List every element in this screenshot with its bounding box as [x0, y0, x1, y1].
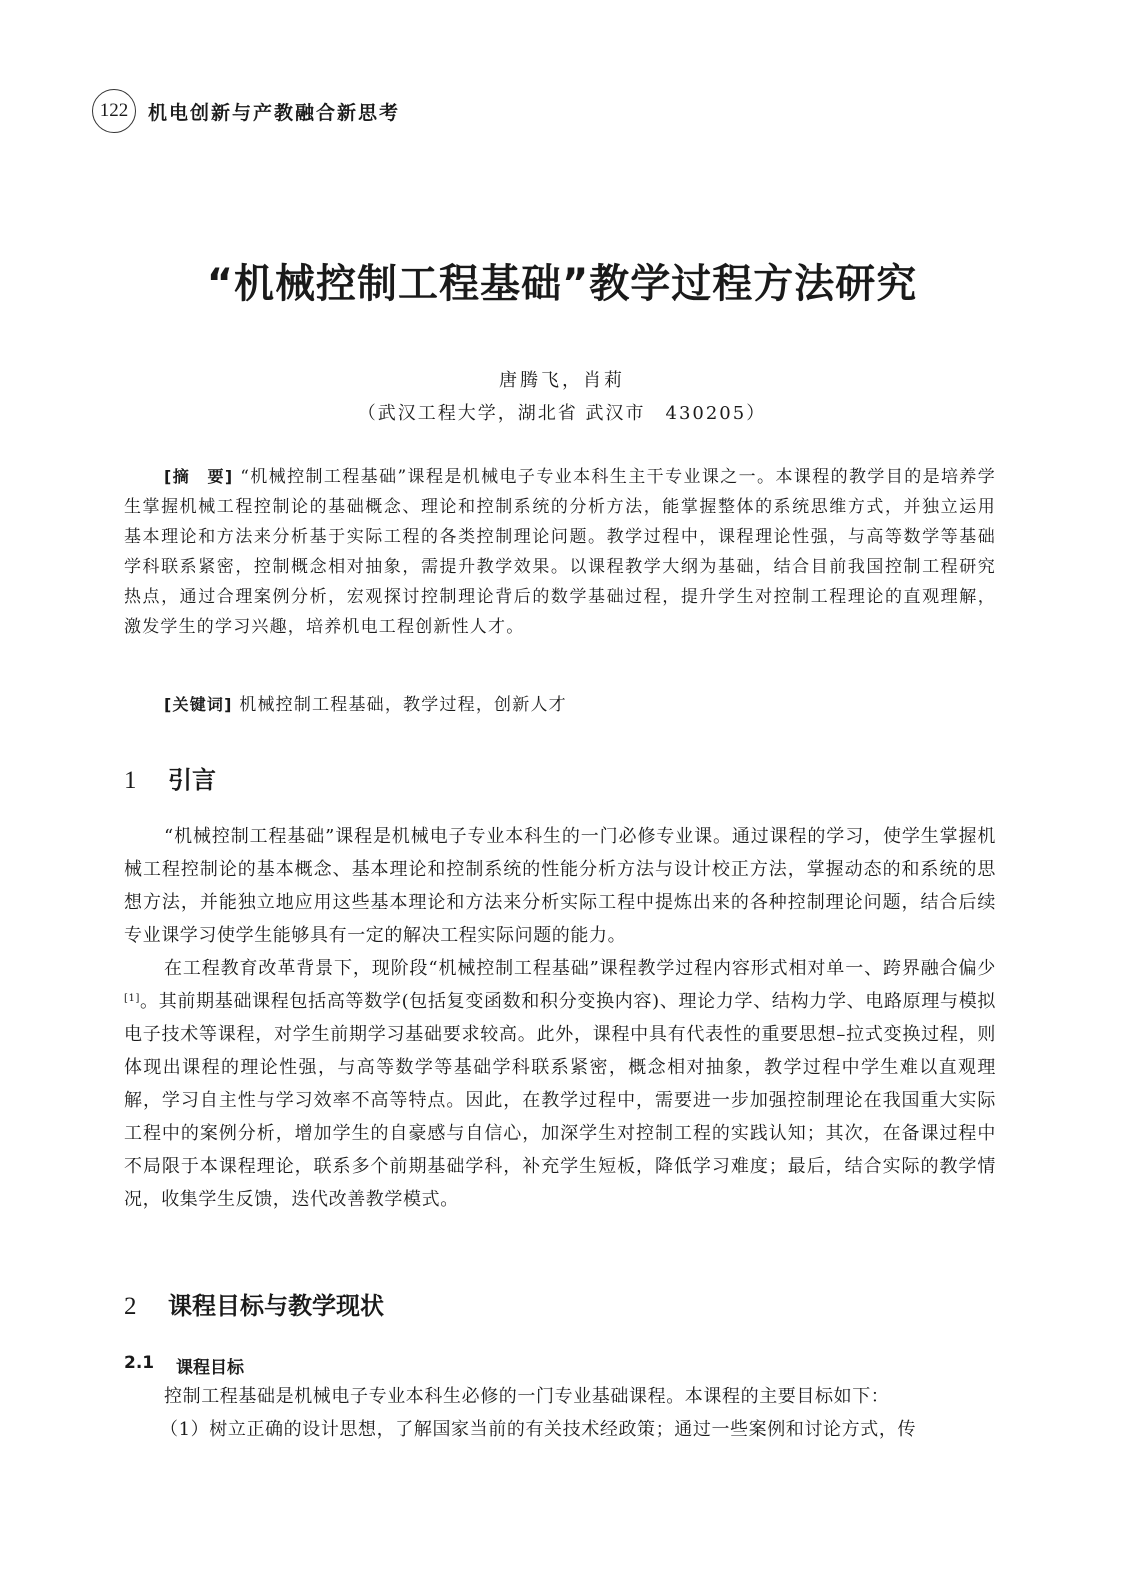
keywords-label: [关键词] [164, 695, 233, 714]
section-number: 1 [124, 767, 137, 794]
paragraph [124, 952, 996, 1216]
citation-ref: [1] [124, 993, 140, 1004]
authors: 唐腾飞，肖莉 [499, 370, 625, 391]
book-title: 机电创新与产教融合新思考 [148, 101, 401, 124]
abstract-label: [摘 要] [164, 467, 234, 486]
affiliation: （武汉工程大学，湖北省 武汉市 430205） [357, 403, 767, 424]
paragraph: （1）树立正确的设计思想，了解国家当前的有关技术经政策；通过一些案例和讨论方式，传 [160, 1419, 917, 1440]
section-title: 引言 [168, 766, 216, 794]
running-header [92, 88, 400, 134]
section-number: 2 [124, 1293, 137, 1320]
paragraph: “机械控制工程基础”课程是机械电子专业本科生的一门必修专业课。通过课程的学习，使学生掌握机械工程控制论的基本概念、基本理论和控制系统的性能分析方法与设计校正方法，掌握动态的和系统的思想方法，并能独立地应用这些基本理论和方法来分析实际工程中提炼出来的各种控制理论问题，结合后续专业课学习使学生能够具有一定的解决工程实际问题的能力。 [124, 826, 996, 946]
section-2-body [124, 1380, 996, 1446]
section-1-body [124, 820, 996, 1216]
paragraph-text: 在工程教育改革背景下，现阶段“机械控制工程基础”课程教学过程内容形式相对单一、跨界融合偏少 [164, 958, 996, 979]
subsection-number: 2.1 [124, 1353, 155, 1373]
section-title: 课程目标与教学现状 [168, 1292, 384, 1320]
abstract-text: “机械控制工程基础”课程是机械电子专业本科生主干专业课之一。本课程的教学目的是培养学生掌握机械工程控制论的基础概念、理论和控制系统的分析方法，能掌握整体的系统思维方式，并独立运用基本理论和方法来分析基于实际工程的各类控制理论问题。教学过程中，课程理论性强，与高等数学等基础学科联系紧密，控制概念相对抽象，需提升教学效果。以课程教学大纲为基础，结合目前我国控制工程研究热点，通过合理案例分析，宏观探讨控制理论背后的数学基础过程，提升学生对控制工程理论的直观理解，激发学生的学习兴趣，培养机电工程创新性人才。 [124, 467, 996, 637]
subsection-heading [124, 1353, 244, 1378]
paper-title: “机械控制工程基础”教学过程方法研究 [206, 261, 918, 307]
keywords [164, 690, 996, 720]
abstract [124, 462, 996, 642]
keywords-text: 机械控制工程基础，教学过程，创新人才 [239, 695, 567, 715]
section-heading-1 [124, 760, 216, 795]
paragraph: 控制工程基础是机械电子专业本科生必修的一门专业基础课程。本课程的主要目标如下： [164, 1386, 890, 1407]
paragraph-text: 。其前期基础课程包括高等数学(包括复变函数和积分变换内容)、理论力学、结构力学、电路原理与模拟电子技术等课程，对学生前期学习基础要求较高。此外，课程中具有代表性的重要思想–拉式变换过程，则体现出课程的理论性强，与高等数学等基础学科联系紧密，概念相对抽象，教学过程中学生难以直观理解，学习自主性与学习效率不高等特点。因此，在教学过程中，需要进一步加强控制理论在我国重大实际工程中的案例分析，增加学生的自豪感与自信心，加深学生对控制工程的实践认知；其次，在备课过程中不局限于本课程理论，联系多个前期基础学科，补充学生短板，降低学习难度；最后，结合实际的教学情况，收集学生反馈，迭代改善教学模式。 [124, 991, 996, 1210]
section-heading-2 [124, 1286, 384, 1321]
subsection-title: 课程目标 [176, 1358, 244, 1378]
page-number: 122 [92, 89, 136, 133]
